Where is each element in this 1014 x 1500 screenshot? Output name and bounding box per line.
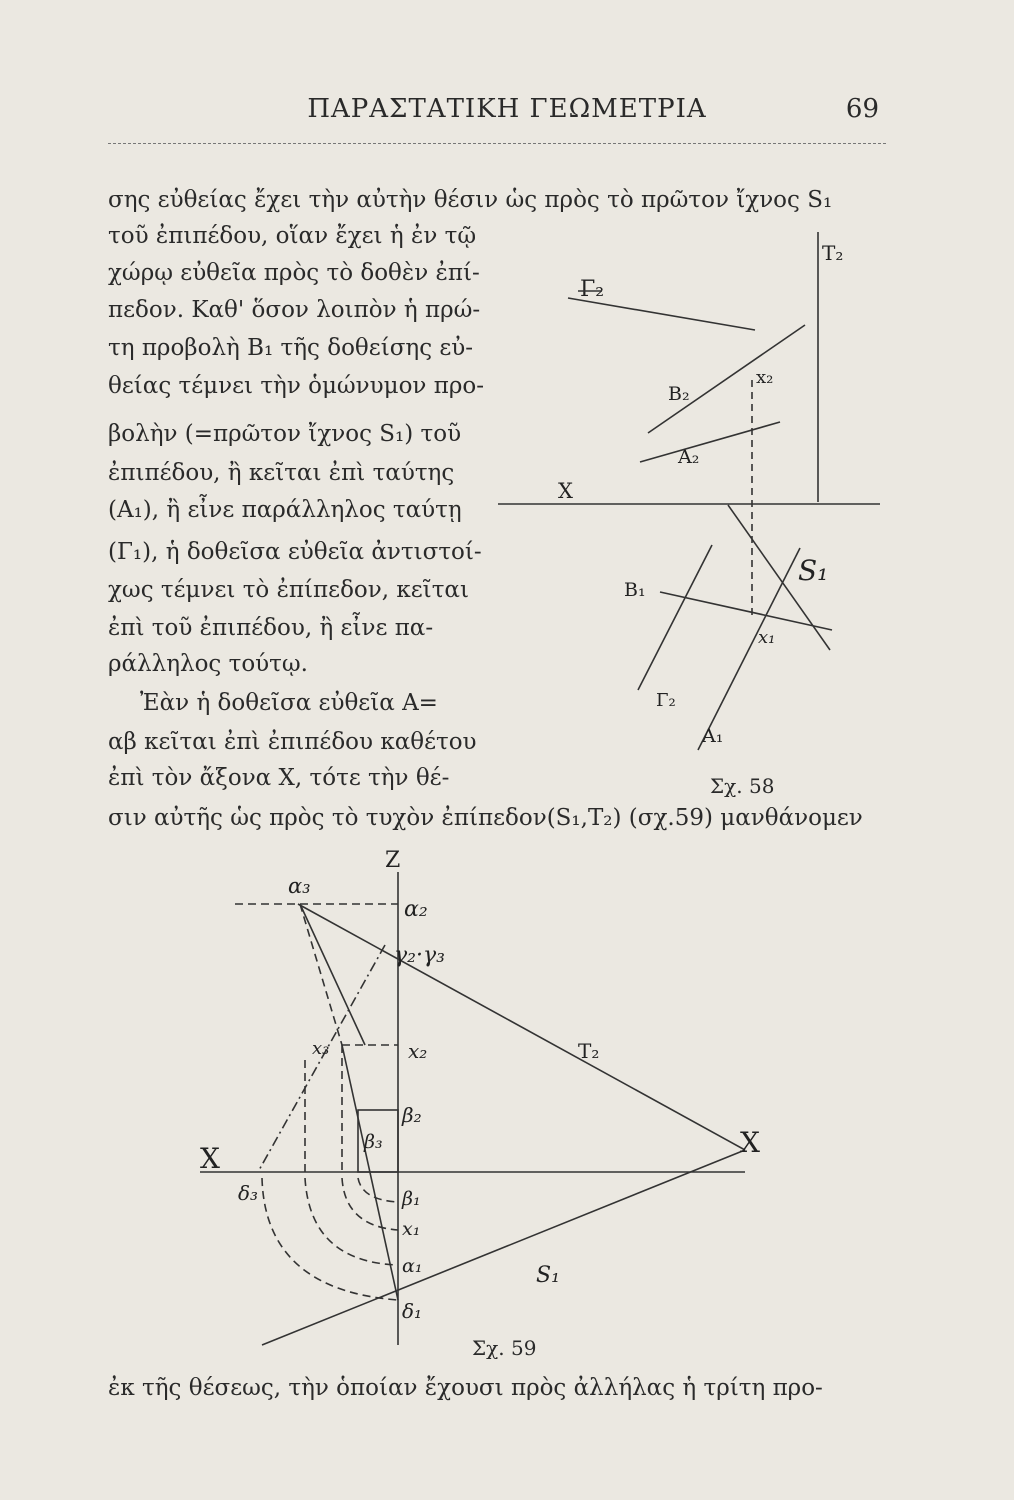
fig58-label-s1: S₁: [798, 554, 829, 587]
fig59-label-x1: x₁: [402, 1218, 421, 1240]
running-title: ΠΑΡΑΣΤΑΤΙΚΗ ΓΕΩΜΕΤΡΙΑ: [307, 94, 707, 124]
fig59-s1-trace: [262, 1150, 745, 1345]
text-line: σης εὐθείας ἔχει τὴν αὐτὴν θέσιν ὡς πρὸς τὸ πρῶτον ἴχνος S₁: [108, 187, 833, 213]
text-line: ράλληλος τούτῳ.: [108, 651, 308, 677]
fig58-label-b2: B₂: [668, 383, 690, 405]
figure-59-caption: Σχ. 59: [472, 1336, 537, 1360]
text-line: βολὴν (=πρῶτον ἴχνος S₁) τοῦ: [108, 421, 462, 447]
text-line: πεδον. Καθ' ὅσον λοιπὸν ἡ πρώ-: [108, 297, 481, 323]
text-line: χώρῳ εὐθεῖα πρὸς τὸ δοθὲν ἐπί-: [108, 260, 480, 286]
fig59-label-b3: β₃: [364, 1131, 383, 1153]
fig59-label-g2g3: γ₂·γ₃: [394, 943, 445, 968]
text-line: θείας τέμνει τὴν ὁμώνυμον προ-: [108, 373, 484, 399]
text-line: σιν αὐτῆς ὡς πρὸς τὸ τυχὸν ἐπίπεδον(S₁,T₂) (σχ.59) μανθάνομεν: [108, 805, 863, 831]
text-line: τη προβολὴ B₁ τῆς δοθείσης εὐ-: [108, 335, 474, 361]
page-number: 69: [845, 94, 879, 124]
fig59-label-a3: α₃: [288, 874, 311, 898]
text-line: ἐπὶ τὸν ἄξονα X, τότε τὴν θέ-: [108, 765, 450, 791]
text-line: τοῦ ἐπιπέδου, οἵαν ἔχει ἡ ἐν τῷ: [108, 223, 477, 249]
fig59-label-t2: T₂: [578, 1039, 600, 1063]
text-line: ἐπὶ τοῦ ἐπιπέδου, ἢ εἶνε πα-: [108, 615, 434, 641]
fig59-t2-trace: [298, 904, 745, 1150]
fig59-label-x-left: X: [200, 1142, 220, 1175]
fig59-a3-x3-line-2: [300, 904, 365, 1045]
fig59-label-x2: x₂: [408, 1039, 428, 1063]
fig58-label-x: X: [558, 479, 573, 503]
fig59-label-b1: β₁: [402, 1188, 421, 1210]
fig58-label-x2: x₂: [756, 367, 774, 388]
fig58-label-t2: T₂: [822, 241, 844, 265]
fig59-label-z: Z: [385, 848, 401, 873]
fig58-label-gamma2-lower: Γ₂: [656, 690, 676, 711]
fig59-label-a2: α₂: [404, 897, 428, 922]
fig59-arc-x: [342, 1178, 398, 1230]
fig59-label-x3: x₃: [312, 1038, 330, 1059]
fig59-arc-a: [305, 1178, 398, 1265]
text-line: αβ κεῖται ἐπὶ ἐπιπέδου καθέτου: [108, 729, 477, 755]
text-line: (Γ₁), ἡ δοθεῖσα εὐθεῖα ἀντιστοί-: [108, 539, 482, 565]
fig59-label-a1: α₁: [402, 1255, 423, 1277]
fig59-label-d3: δ₃: [238, 1181, 259, 1205]
fig59-label-s1: S₁: [536, 1263, 560, 1288]
fig59-label-b2: β₂: [402, 1103, 422, 1127]
text-line: (A₁), ἢ εἶνε παράλληλος ταύτῃ: [108, 497, 462, 523]
text-line: Ἐὰν ἡ δοθεῖσα εὐθεῖα A=: [140, 690, 438, 716]
fig58-label-a1: A₁: [702, 725, 724, 747]
fig59-label-x-right: X: [740, 1126, 760, 1159]
fig58-label-gamma2: Γ₂: [580, 277, 605, 302]
fig58-label-a2: A₂: [678, 446, 700, 468]
fig59-arc-d3: [262, 1178, 398, 1300]
fig59-arc-b: [358, 1178, 398, 1202]
text-line: ἐπιπέδου, ἢ κεῖται ἐπὶ ταύτης: [108, 460, 455, 486]
fig58-label-x1: x₁: [758, 627, 776, 648]
text-line: ἐκ τῆς θέσεως, τὴν ὁποίαν ἔχουσι πρὸς ἀλλήλας ἡ τρίτη προ-: [108, 1375, 823, 1401]
fig59-label-d1: δ₁: [402, 1299, 423, 1323]
fig58-label-b1: B₁: [624, 579, 646, 601]
figure-58-caption: Σχ. 58: [710, 774, 775, 798]
text-line: χως τέμνει τὸ ἐπίπεδον, κεῖται: [108, 577, 469, 603]
